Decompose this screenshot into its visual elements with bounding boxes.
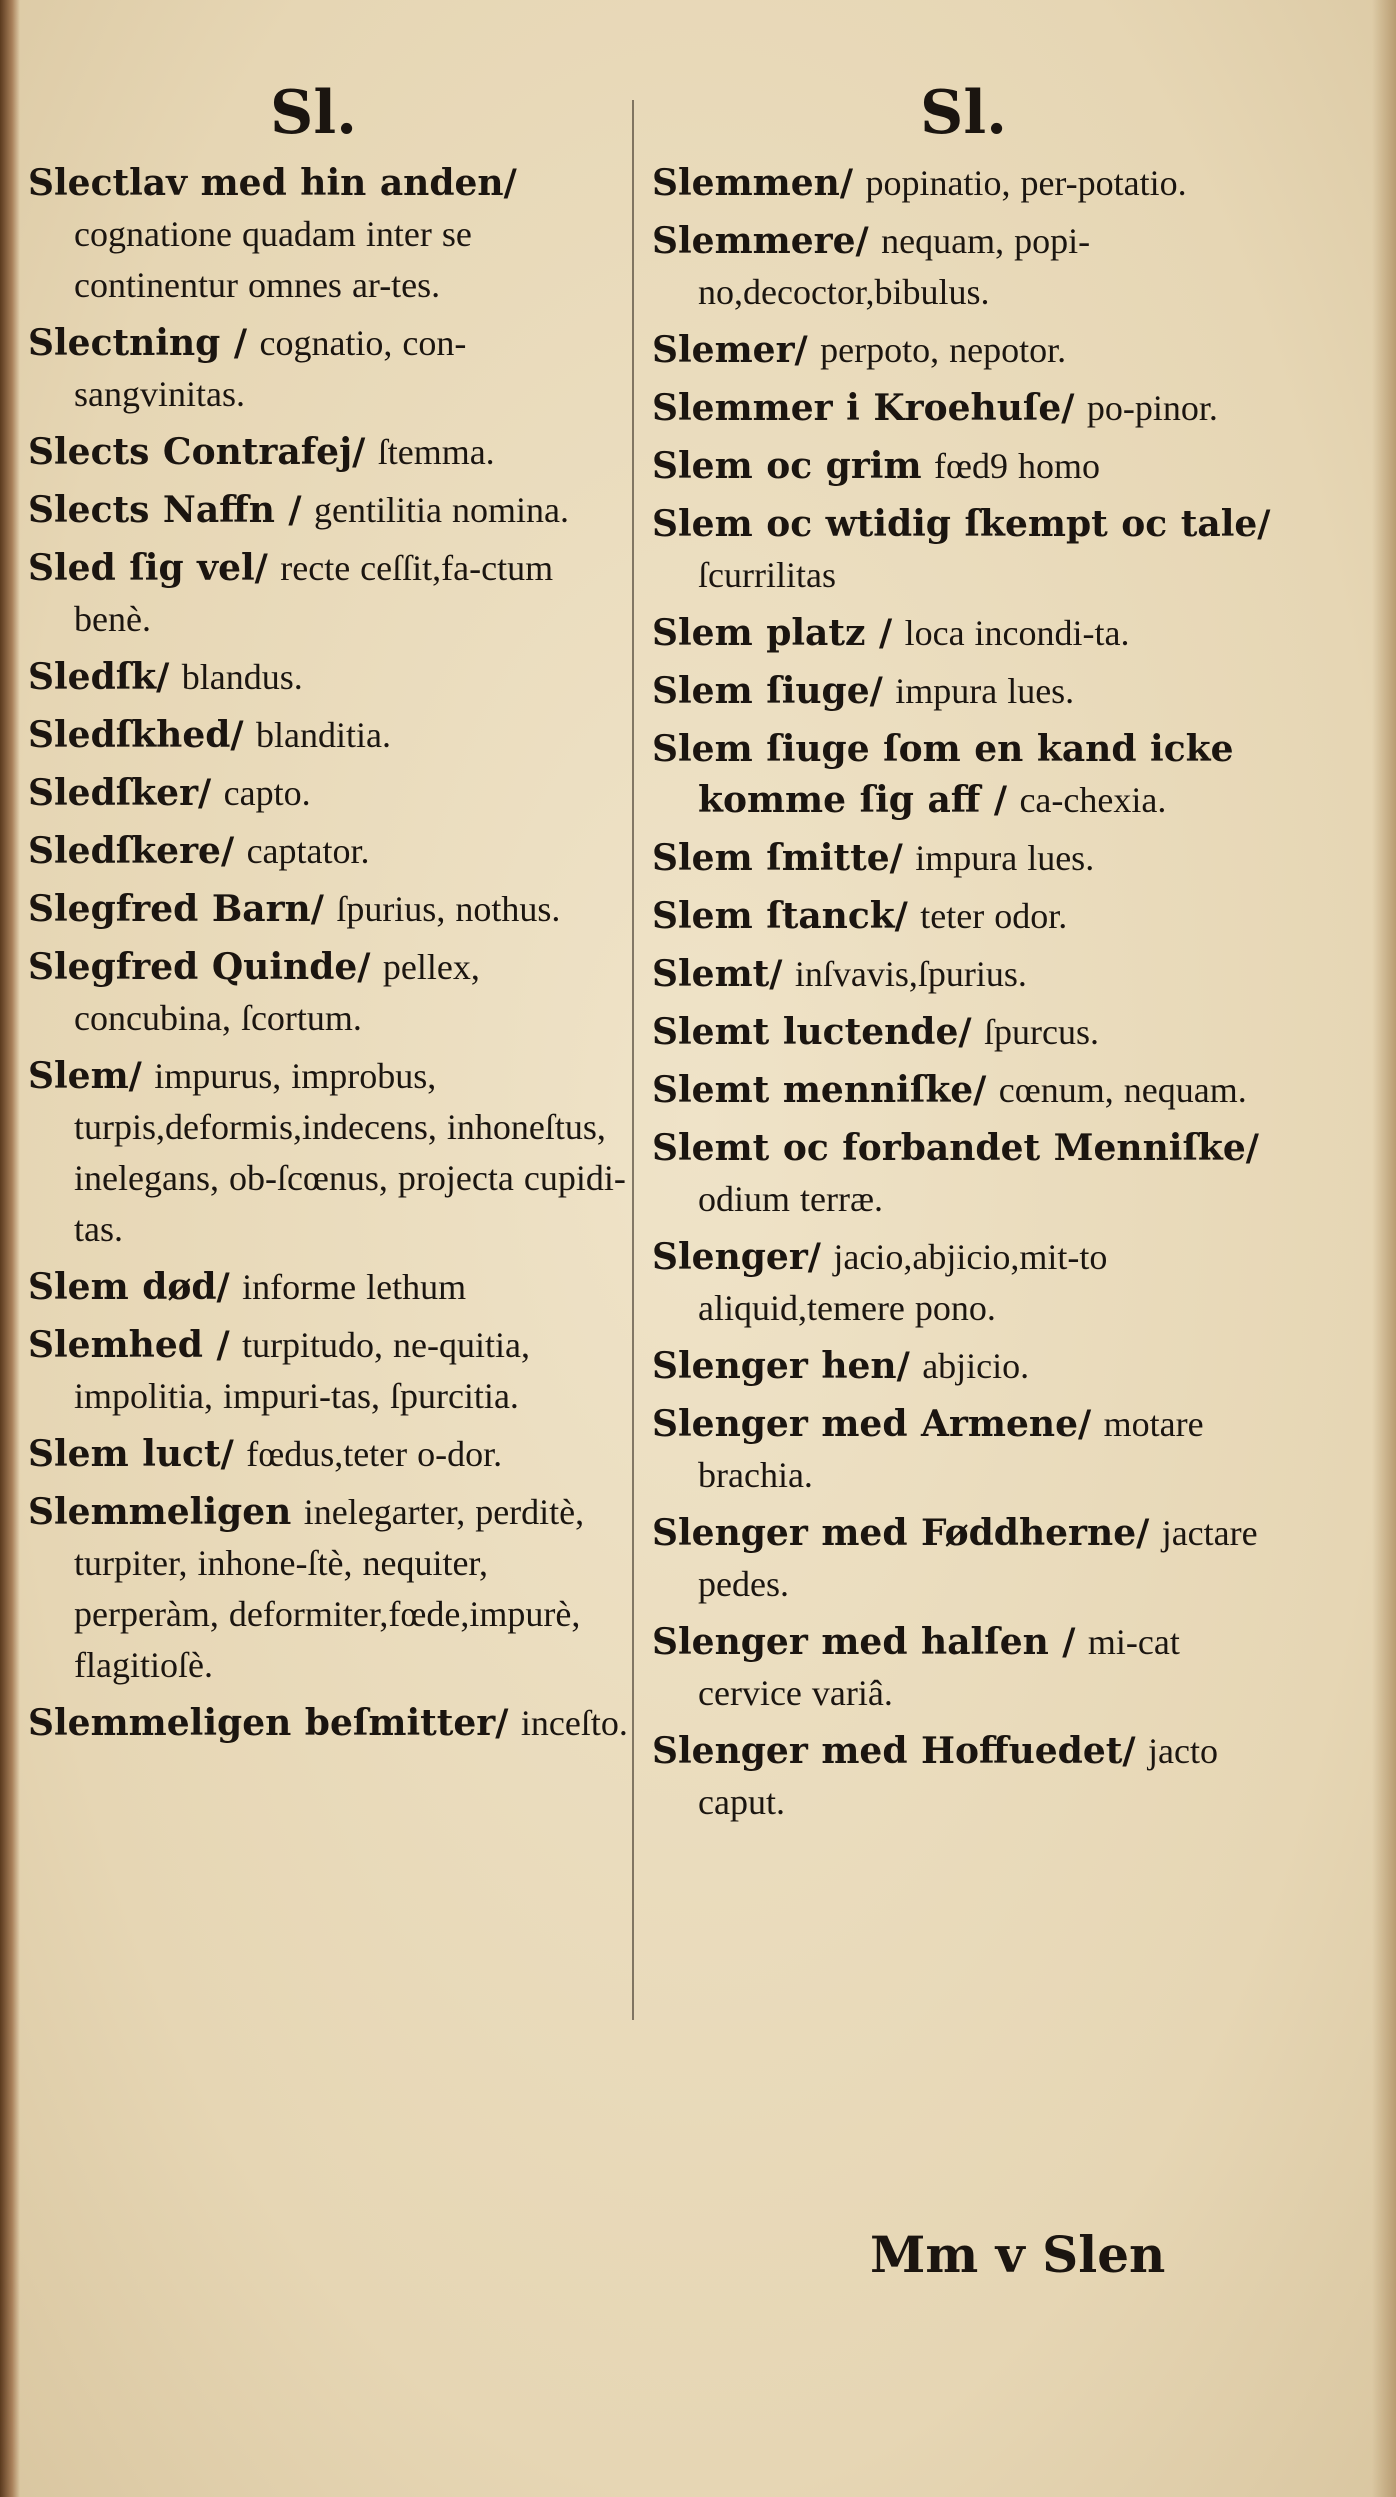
entry-headword: Sled ſig vel/ <box>28 547 268 589</box>
entry-definition: ſpurius, nothus. <box>336 889 561 929</box>
entry-definition: jactare pedes. <box>698 1513 1258 1604</box>
left-entry-list <box>28 158 628 1756</box>
catchword: Mm v Slen <box>870 2225 1166 2284</box>
column-divider <box>632 100 634 2020</box>
dictionary-entry <box>28 158 628 311</box>
entry-definition: informe lethum <box>242 1267 467 1307</box>
entry-headword: Slem ſmitte/ <box>652 837 903 879</box>
dictionary-entry <box>652 158 1272 209</box>
entry-headword: Slem ſiuge/ <box>652 670 883 712</box>
entry-headword: Slem død/ <box>28 1266 230 1308</box>
entry-definition: turpitudo, ne-quitia, impolitia, impuri-tas, ſpurcitia. <box>74 1325 531 1416</box>
dictionary-entry <box>28 710 628 761</box>
right-entry-list <box>652 158 1272 1835</box>
dictionary-entry <box>28 318 628 420</box>
entry-headword: Sledſkere/ <box>28 830 235 872</box>
entry-definition: cœnum, nequam. <box>998 1070 1247 1110</box>
entry-headword: Sledſker/ <box>28 772 212 814</box>
dictionary-entry <box>652 1007 1272 1058</box>
entry-definition: cognatio, con-sangvinitas. <box>74 323 467 414</box>
dictionary-entry <box>652 383 1272 434</box>
entry-definition: cognatione quadam inter se continentur omnes ar-tes. <box>74 214 472 305</box>
entry-headword: Slenger/ <box>652 1236 821 1278</box>
entry-definition: perpoto, nepotor. <box>820 330 1067 370</box>
entry-definition: inelegarter, perditè, turpiter, inhone-ſtè, nequiter, perperàm, deformiter,fœde,impurè, flagitioſè. <box>74 1492 585 1685</box>
entry-headword: Slem ſiuge ſom en kand icke komme ſig aff / <box>652 728 1234 821</box>
dictionary-entry <box>652 1123 1272 1225</box>
entry-headword: Slemt oc forbandet Menniſke/ <box>652 1127 1259 1169</box>
dictionary-entry <box>652 1508 1272 1610</box>
dictionary-entry <box>652 1232 1272 1334</box>
entry-headword: Slects Contrafej/ <box>28 431 366 473</box>
entry-definition: nequam, popi-no,decoctor,bibulus. <box>698 221 1091 312</box>
dictionary-entry <box>652 1065 1272 1116</box>
entry-headword: Slem ſtanck/ <box>652 895 908 937</box>
entry-definition: odium terræ. <box>698 1179 883 1219</box>
entry-definition: blanditia. <box>256 715 391 755</box>
dictionary-entry <box>652 216 1272 318</box>
entry-definition: impura lues. <box>895 671 1075 711</box>
right-column-header: Sl. <box>920 78 1008 148</box>
left-column-header: Sl. <box>270 78 358 148</box>
entry-definition: blandus. <box>181 657 303 697</box>
entry-headword: Slemt/ <box>652 953 783 995</box>
entry-definition: jacio,abjicio,mit-to aliquid,temere pono. <box>698 1237 1108 1328</box>
entry-headword: Slenger med Armene/ <box>652 1403 1092 1445</box>
dictionary-entry <box>28 884 628 935</box>
dictionary-entry <box>652 891 1272 942</box>
page-edge-shadow <box>1372 0 1396 2497</box>
entry-definition: inſvavis,ſpurius. <box>794 954 1027 994</box>
dictionary-entry <box>652 608 1272 659</box>
entry-headword: Slem oc grim <box>652 445 922 487</box>
entry-headword: Slemhed / <box>28 1324 230 1366</box>
entry-definition: impurus, improbus, turpis,deformis,indecens, inhoneſtus, inelegans, ob-ſcœnus, projecta cupidi-tas. <box>74 1056 626 1249</box>
entry-definition: ca-chexia. <box>1019 780 1167 820</box>
entry-definition: popinatio, per-potatio. <box>865 163 1187 203</box>
dictionary-entry <box>652 1341 1272 1392</box>
entry-headword: Slemmere/ <box>652 220 869 262</box>
entry-definition: pellex, concubina, ſcortum. <box>74 947 480 1038</box>
entry-definition: capto. <box>223 773 311 813</box>
entry-definition: gentilitia nomina. <box>314 490 569 530</box>
dictionary-entry <box>652 1399 1272 1501</box>
entry-headword: Slem oc wtidig ſkempt oc tale/ <box>652 503 1271 545</box>
entry-definition: ſpurcus. <box>984 1012 1099 1052</box>
entry-definition: po-pinor. <box>1086 388 1218 428</box>
dictionary-entry <box>652 441 1272 492</box>
entry-headword: Slenger med halſen / <box>652 1621 1076 1663</box>
dictionary-entry <box>28 1262 628 1313</box>
entry-definition: loca incondi-ta. <box>904 613 1130 653</box>
page-gutter-shadow <box>0 0 20 2497</box>
dictionary-entry <box>652 833 1272 884</box>
dictionary-entry <box>652 949 1272 1000</box>
entry-headword: Slenger hen/ <box>652 1345 910 1387</box>
entry-headword: Slemmeligen <box>28 1491 292 1533</box>
entry-headword: Slectlav med hin anden/ <box>28 162 517 204</box>
entry-definition: recte ceſſit,fa-ctum benè. <box>74 548 554 639</box>
entry-definition: ſtemma. <box>377 432 495 472</box>
entry-headword: Slenger med Hoffuedet/ <box>652 1730 1136 1772</box>
dictionary-entry <box>652 499 1272 601</box>
entry-headword: Slem platz / <box>652 612 893 654</box>
entry-definition: ſcurrilitas <box>698 555 836 595</box>
entry-headword: Slemer/ <box>652 329 808 371</box>
entry-definition: inceſto. <box>520 1703 628 1743</box>
dictionary-entry <box>28 1698 628 1749</box>
entry-headword: Slemmer i Kroehuſe/ <box>652 387 1075 429</box>
entry-headword: Sledſkhed/ <box>28 714 244 756</box>
entry-headword: Slects Naffn / <box>28 489 302 531</box>
entry-headword: Slegfred Barn/ <box>28 888 324 930</box>
dictionary-entry <box>28 826 628 877</box>
entry-definition: mi-cat cervice variâ. <box>698 1622 1180 1713</box>
dictionary-entry <box>28 768 628 819</box>
dictionary-entry <box>652 1726 1272 1828</box>
dictionary-entry <box>652 666 1272 717</box>
dictionary-entry <box>28 1051 628 1255</box>
entry-definition: impura lues. <box>915 838 1095 878</box>
entry-headword: Slemmeligen beſmitter/ <box>28 1702 509 1744</box>
entry-definition: jacto caput. <box>698 1731 1218 1822</box>
dictionary-entry <box>28 543 628 645</box>
dictionary-entry <box>28 1320 628 1422</box>
dictionary-entry <box>28 427 628 478</box>
dictionary-entry <box>28 485 628 536</box>
dictionary-entry <box>28 942 628 1044</box>
entry-definition: captator. <box>246 831 370 871</box>
entry-definition: fœdus,teter o-dor. <box>246 1434 503 1474</box>
entry-definition: motare brachia. <box>698 1404 1204 1495</box>
entry-headword: Slegfred Quinde/ <box>28 946 371 988</box>
entry-headword: Slem luct/ <box>28 1433 234 1475</box>
dictionary-entry <box>28 1429 628 1480</box>
entry-headword: Slemt menniſke/ <box>652 1069 987 1111</box>
entry-headword: Sledſk/ <box>28 656 170 698</box>
entry-headword: Slectning / <box>28 322 248 364</box>
dictionary-entry <box>652 1617 1272 1719</box>
entry-definition: teter odor. <box>920 896 1068 936</box>
dictionary-entry <box>28 1487 628 1691</box>
entry-headword: Slenger med Føddherne/ <box>652 1512 1150 1554</box>
dictionary-entry <box>652 724 1272 826</box>
entry-definition: abjicio. <box>922 1346 1030 1386</box>
entry-headword: Slem/ <box>28 1055 142 1097</box>
entry-headword: Slemmen/ <box>652 162 853 204</box>
entry-headword: Slemt luctende/ <box>652 1011 972 1053</box>
dictionary-entry <box>652 325 1272 376</box>
entry-definition: fœd9 homo <box>934 446 1101 486</box>
dictionary-entry <box>28 652 628 703</box>
